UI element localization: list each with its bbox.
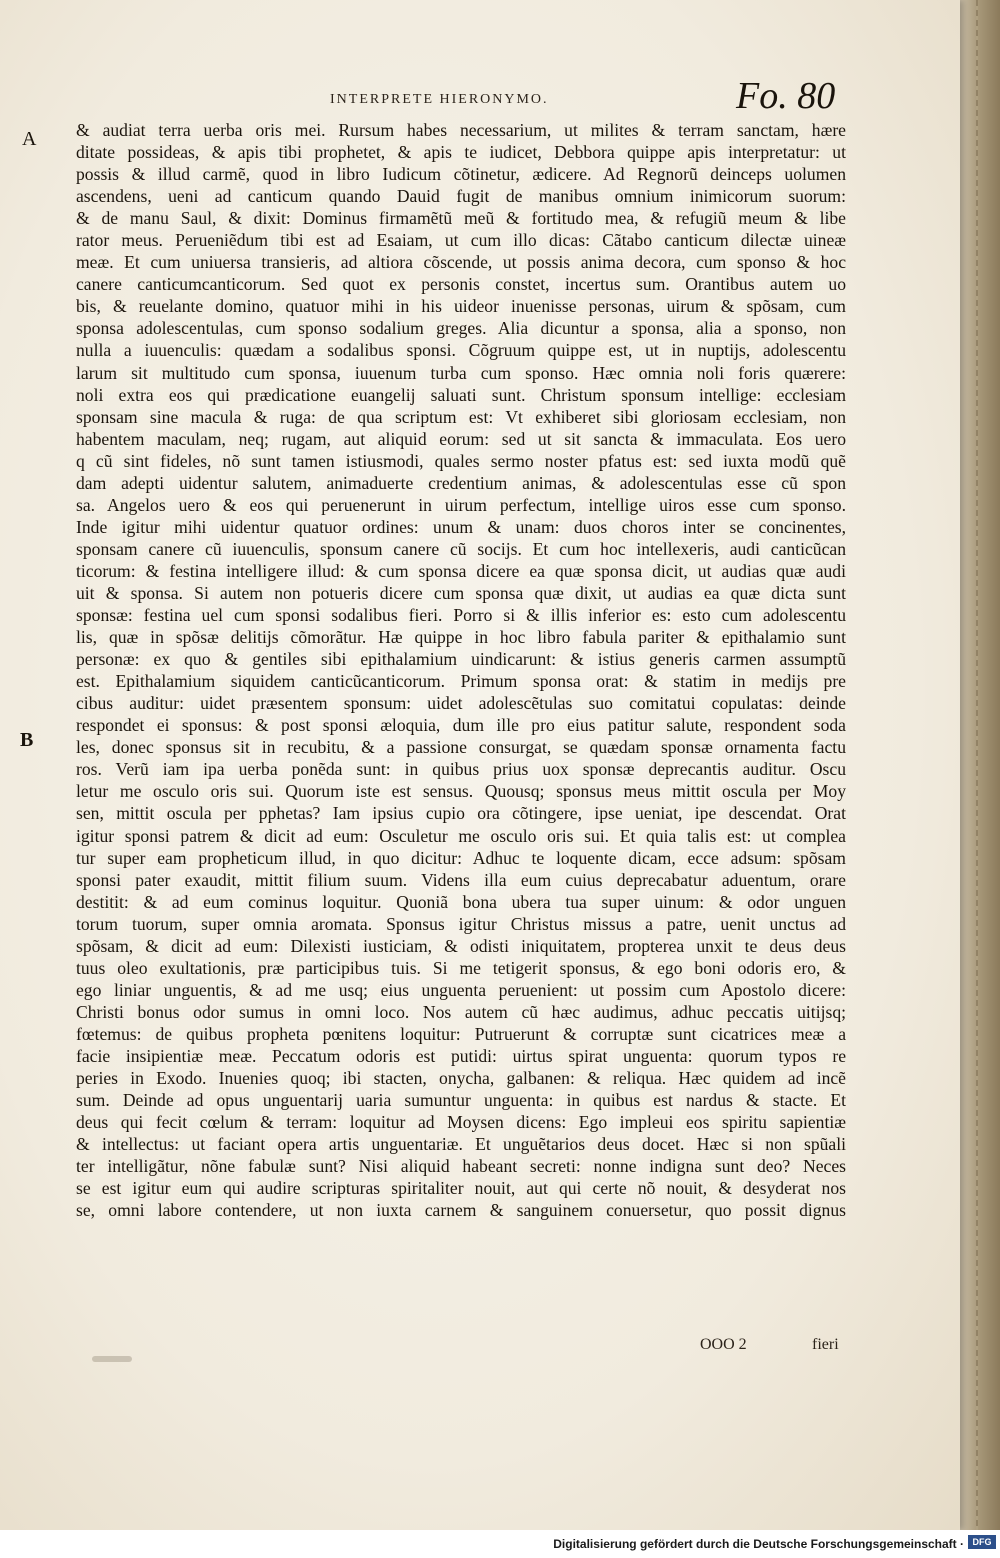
text-line: tur super eam propheticum illud, in quo dicitur: Adhuc te loquente dicam, ecce adsum: spõsam [76,847,846,868]
text-line: rator meus. Perueniẽdum tibi est ad Esaiam, ut cum illo dicas: Cãtabo canticum dilectæ uineæ [76,230,846,251]
text-line: deus qui fecit cœlum & terram: loquitur ad Moysen dicens: Ego impleui eos spiritu sapientiæ [76,1112,846,1133]
text-line: canere canticumcanticorum. Sed quot ex personis constet, incertus sum. Orantibus autem uo [76,274,846,295]
text-line: & audiat terra uerba oris mei. Rursum habes necessarium, ut milites & terram sanctam, hære [76,120,846,140]
text-line: ego liniar unguentis, & ad me usq; eius unguenta peruenient: ut possim cum Apostolo dicere: [76,979,846,1000]
dfg-logo: DFG [968,1535,996,1549]
text-line: sum. Deinde ad opus unguentarij uaria sumuntur unguenta: in quibus est nardus & stacte. Et [76,1090,846,1111]
text-line: ditate possideas, & apis tibi prophetet, & apis te iudicet, Debbora quippe apis interpretatur: ut [76,142,846,163]
text-line: habentem maculam, neq; rugam, aut aliquid eorum: sed ut sit sancta & immaculata. Eos uero [76,428,846,449]
text-line: letur me osculo oris sui. Quorum iste est sensus. Quousq; sponsus meus mittit oscula per Moy [76,781,846,802]
text-line: possis & illud carmẽ, quod in libro Iudicum cõtinetur, ædicere. Ad Regnorũ deinceps uolumen [76,164,846,185]
text-line: meæ. Et cum uniuersa transieris, ad altiora cõscende, ut possis anima decora, cum sponso & hoc [76,252,846,273]
text-line: destitit: & ad eum cominus loquitur. Quoniã bona ubera tua super uinum: & odor unguen [76,891,846,912]
folio-number: Fo. 80 [736,75,836,117]
text-line: noli extra eos qui prædicatione euangelij saluati sunt. Christum sponsum intellige: ecclesiam [76,384,846,405]
text-line: torum tuorum, super omnia aromata. Sponsus igitur Christus missus a patre, uenit unctus ad [76,913,846,934]
text-line: sponsi pater exaudit, mittit filium suum. Videns illa eum cuius deprecabatur aduentum, orare [76,869,846,890]
text-line: ticorum: & festina intelligere illud: & cum sponsa dicere ea quæ sponsa dicit, ut audias quæ audi [76,560,846,581]
text-line: peries in Exodo. Inuenies quoq; ibi stacten, onycha, galbanen: & reliqua. Hæc quidem ad incẽ [76,1068,846,1089]
text-line: cibus auditur: uidet præsentem sponsum: uidet adolescẽtulas suo comitatui copulatas: deinde [76,693,846,714]
catchword: fieri [812,1336,839,1353]
margin-marker-b: B [20,729,34,751]
text-line: sponsæ: festina uel cum sponsi sodalibus fieri. Porro si & illis inferior es: esto cum adolescentu [76,605,846,626]
funding-credit: Digitalisierung gefördert durch die Deutsche Forschungsgemeinschaft · [553,1537,964,1551]
text-line: les, donec sponsus sit in recubitu, & a passione consurgat, se quædam sponsæ ornamenta factu [76,737,846,758]
text-line: & intellectus: ut faciant opera artis unguentariæ. Et unguẽtarios deus docet. Hæc si non spũali [76,1134,846,1155]
text-line: larum sit multitudo cum sponsa, iuuenum turba cum sponso. Hæc omnia noli foris quærere: [76,362,846,383]
text-line: & de manu Saul, & dixit: Dominus firmamẽtũ meũ & fortitudo mea, & refugiũ meum & libe [76,208,846,229]
text-line: igitur sponsi patrem & dicit ad eum: Osculetur me osculo oris sui. Et quia talis est: ut complea [76,825,846,846]
text-line: respondet ei sponsus: & post sponsi æloquia, dum ille pro eius patitur salute, respondent soda [76,715,846,736]
text-line: tuus oleo exultationis, præ participibus tuis. Si me tetigerit sponsus, & ego boni odoris ero, & [76,957,846,978]
text-line: personæ: ex quo & gentiles sibi epithalamium uindicarunt: & istius generis carmen assumptũ [76,649,846,670]
ink-smudge [92,1356,132,1362]
text-line: sponsam sine macula & ruga: de qua scriptum est: Vt exhiberet sibi gloriosam ecclesiam, non [76,406,846,427]
text-line: q cũ sint fideles, nõ sunt tamen istiusmodi, quales sermo noster pfatus est: sed iuxta modũ quẽ [76,450,846,471]
text-line: sponsa adolescentulas, cum sponso sodalium greges. Alia dicuntur a sponsa, alia a sponso, non [76,318,846,339]
text-line: sa. Angelos uero & eos qui peruenerunt in uirum perfectum, intellige uiros esse cum sponso. [76,494,846,515]
text-line: se, omni labore contendere, ut non iuxta carnem & sanguinem conuersetur, quo possit dignus [76,1200,846,1221]
text-line: nulla a iuuenculis: quædam a sodalibus sponsi. Cõgruum quippe est, ut in nuptijs, adolescentu [76,340,846,361]
text-line: sponsam canere cũ iuuenculis, sponsum canere cũ socijs. Et cum hoc intellexeris, audi canticũcan [76,538,846,559]
text-line: ascendens, ueni ad canticum quando Dauid fugit de manibus omnium inimicorum suorum: [76,186,846,207]
text-line: bis, & reuelante domino, quatuor mihi in his uideor inuenisse personas, uirum & spõsam, cum [76,296,846,317]
text-line: dam adepti uidentur salutem, animaduerte credentium animas, & adolescentulas esse cũ spon [76,472,846,493]
text-line: est. Epithalamium siquidem canticũcanticorum. Primum sponsa orat: & statim in medijs pre [76,671,846,692]
text-line: Christi bonus odor sumus in omni loco. Nos autem cũ hæc audimus, adhuc peccatis uitijsq; [76,1001,846,1022]
text-line: facie insipientiæ meæ. Peccatum odoris est putidi: uirtus spirat unguenta: quorum typos re [76,1045,846,1066]
text-line: uit & sponsa. Si autem non potueris dicere cum sponsa quæ dixit, ut audias ea quæ dicta sunt [76,582,846,603]
body-text [76,119,846,1221]
text-line: lis, quæ in spõsæ delitijs cõmorãtur. Hæ quippe in hoc libro fabula pariter & epithalamio sunt [76,627,846,648]
running-head: INTERPRETE HIERONYMO. [330,92,549,107]
text-line: ros. Verũ iam ipa uerba ponẽda sunt: in quibus prius uox sponsæ deprecantis auditur. Oscu [76,759,846,780]
signature-mark: OOO 2 [700,1336,747,1353]
text-line: ter intelligãtur, nõne fabulæ sunt? Nisi aliquid habeant secreti: nonne indigna sunt deo? Neces [76,1156,846,1177]
text-line: spõsam, & dicit ad eum: Dilexisti iusticiam, & odisti iniquitatem, propterea unxit te deus deus [76,935,846,956]
text-line: fœtemus: de quibus propheta pœnitens loquitur: Putruerunt & corruptæ sunt cicatrices meæ a [76,1023,846,1044]
text-line: sen, mittit oscula per pphetas? Iam ipsius cupio ora cõtingere, ipse ueniat, ipe descendat. Orat [76,803,846,824]
text-line: Inde igitur mihi uidentur quatuor ordines: unum & unam: duos choros inter se concinentes, [76,516,846,537]
text-line: se est igitur eum qui audire scripturas spiritaliter nouit, aut qui certe nõ nouit, & desyderat nos [76,1178,846,1199]
margin-marker-a: A [22,128,37,150]
